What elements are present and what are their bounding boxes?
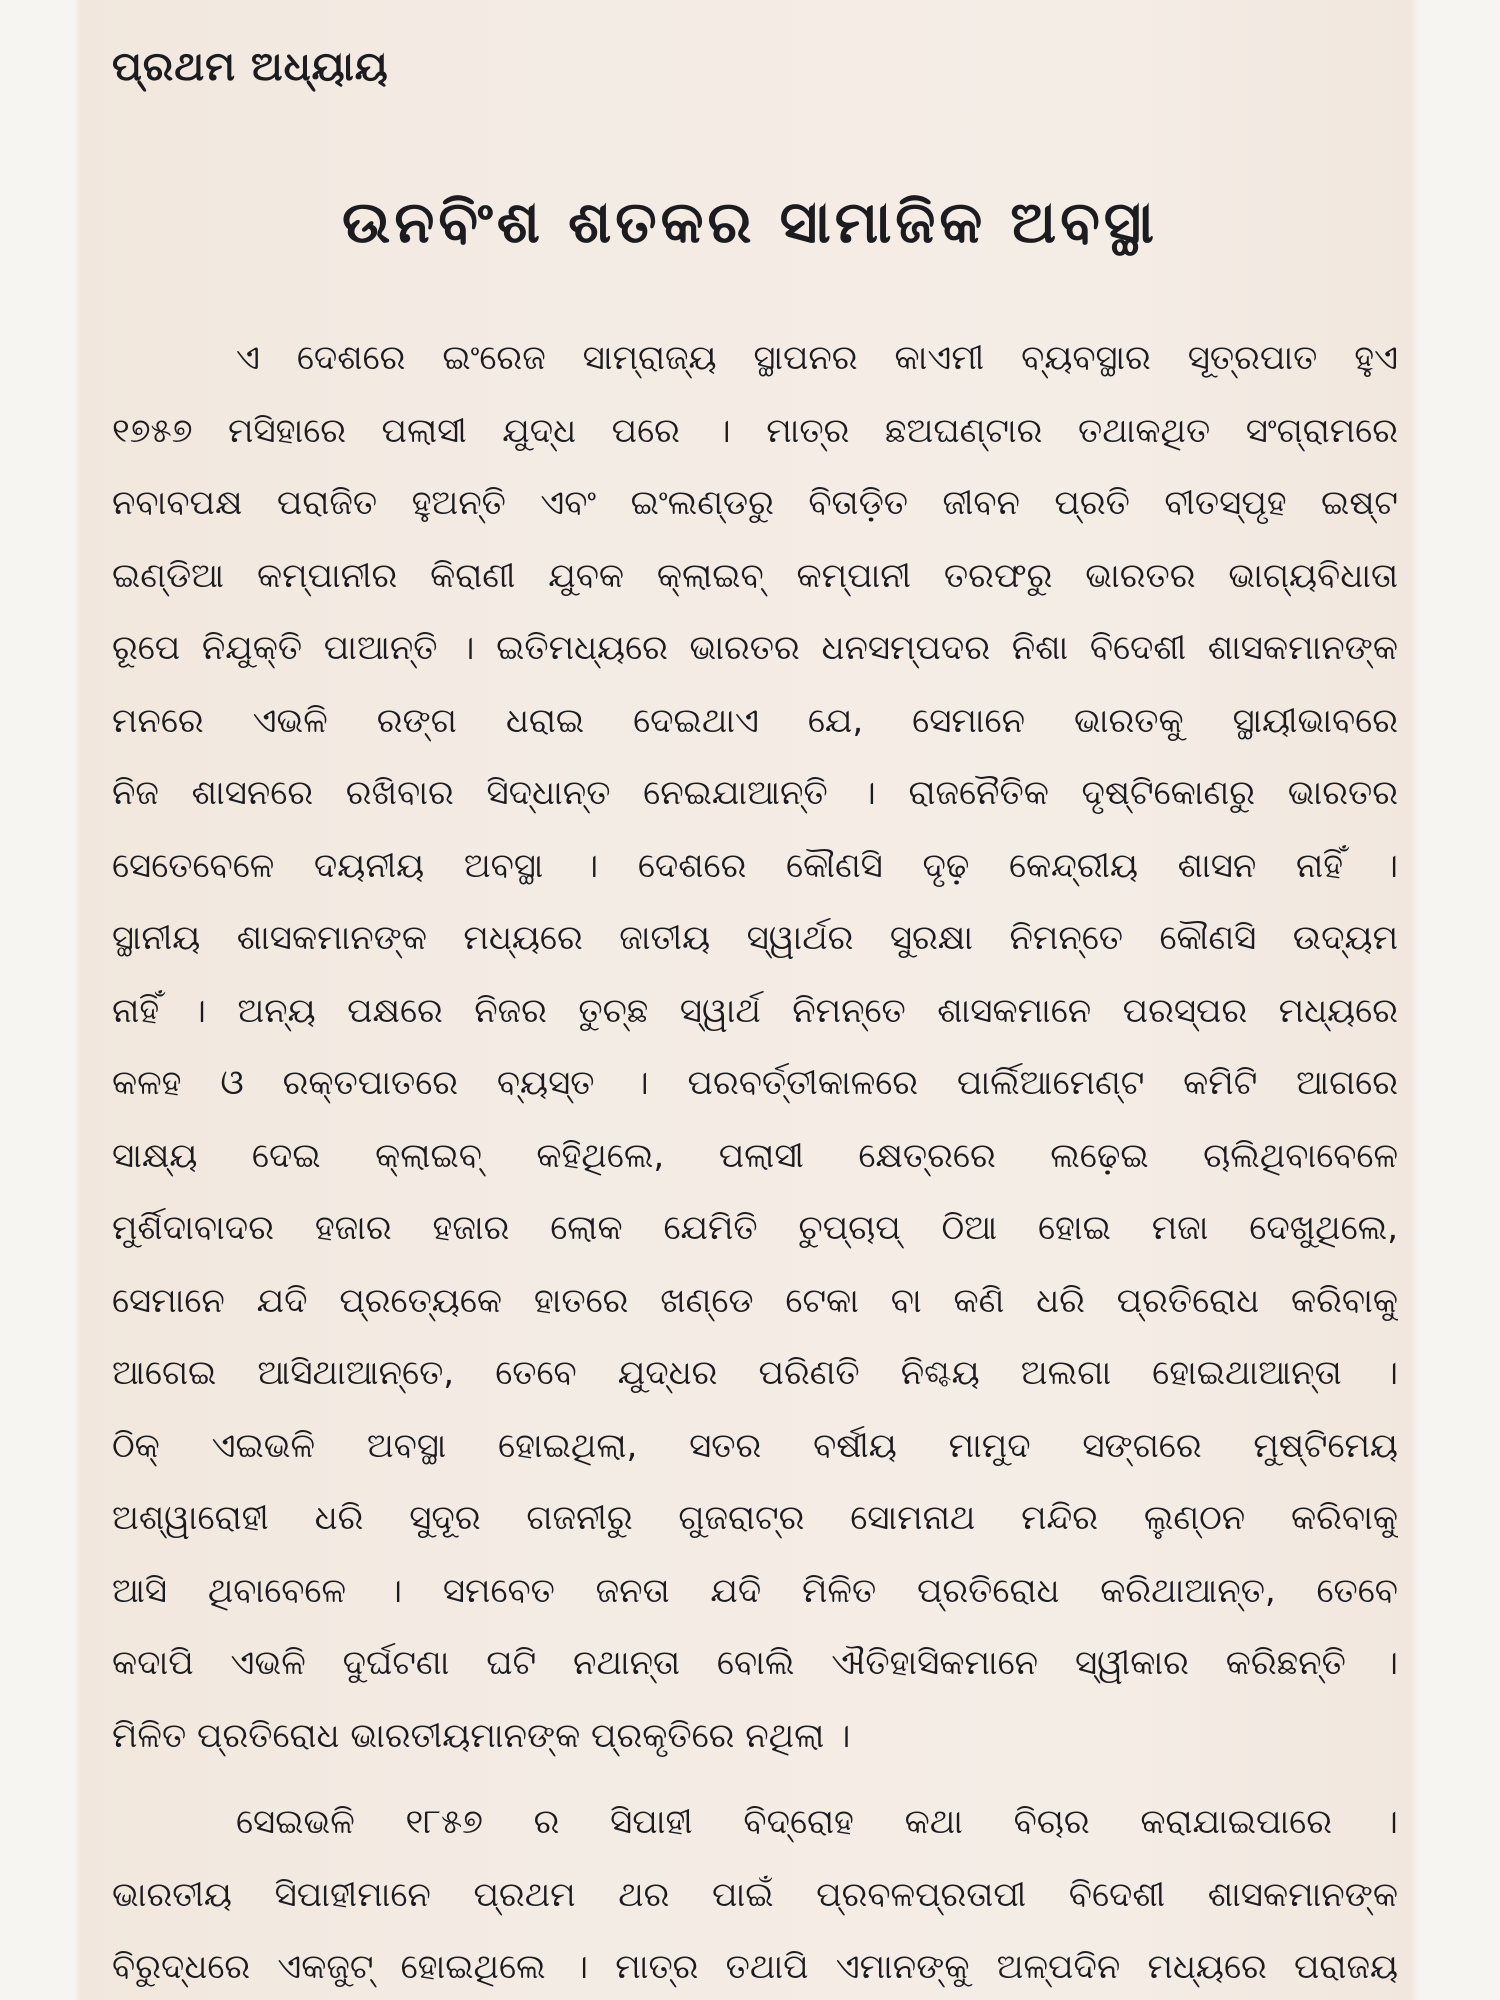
text-line: ନାହିଁ । ଅନ୍ୟ ପକ୍ଷରେ ନିଜର ତୁଚ୍ଛ ସ୍ୱାର୍ଥ ନିମନ୍ତେ ଶାସକମାନେ ପରସ୍ପର ମଧ୍ୟରେ xyxy=(112,990,1398,1031)
text-line: ମନରେ ଏଭଳି ରଙ୍ଗ ଧରାଇ ଦେଇଥାଏ ଯେ, ସେମାନେ ଭାରତକୁ ସ୍ଥାୟୀଭାବରେ xyxy=(112,700,1398,741)
paragraph-gap xyxy=(112,1772,1398,1786)
text-line: କଳହ ଓ ରକ୍ତପାତରେ ବ୍ୟସ୍ତ । ପରବର୍ତ୍ତୀକାଳରେ ପାର୍ଲିଆମେଣ୍ଟ କମିଟି ଆଗରେ xyxy=(112,1063,1398,1103)
text-line: ଏ ଦେଶରେ ଇଂରେଜ ସାମ୍ରାଜ୍ୟ ସ୍ଥାପନର କାଏମୀ ବ୍ୟବସ୍ଥାର ସୂତ୍ରପାତ ହୁଏ xyxy=(236,338,1398,378)
text-line: ସେତେବେଳେ ଦୟନୀୟ ଅବସ୍ଥା । ଦେଶରେ କୌଣସି ଦୃଢ଼ କେନ୍ଦ୍ରୀୟ ଶାସନ ନାହିଁ । xyxy=(112,845,1398,886)
text-line: ଅଶ୍ୱାରୋହୀ ଧରି ସୁଦୂର ଗଜନୀରୁ ଗୁଜରାଟ୍‌ର ସୋମନାଥ ମନ୍ଦିର ଲୁଣ୍ଠନ କରିବାକୁ xyxy=(112,1498,1398,1538)
text-line: ମିଳିତ ପ୍ରତିରୋଧ ଭାରତୀୟମାନଙ୍କ ପ୍ରକୃତିରେ ନଥିଲା । xyxy=(112,1715,851,1756)
text-line: ସେମାନେ ଯଦି ପ୍ରତ୍ୟେକେ ହାତରେ ଖଣ୍ଡେ ଟେକା ବା କଣି ଧରି ପ୍ରତିରୋଧ କରିବାକୁ xyxy=(112,1280,1398,1321)
text-line: ମୁର୍ଶିଦାବାଦର ହଜାର ହଜାର ଲୋକ ଯେମିତି ଚୁପ୍‌ଚାପ୍ ଠିଆ ହୋଇ ମଜା ଦେଖୁଥିଲେ, xyxy=(112,1208,1398,1248)
body-text xyxy=(112,322,1398,2000)
text-line: ଭାରତୀୟ ସିପାହୀମାନେ ପ୍ରଥମ ଥର ପାଇଁ ପ୍ରବଳପ୍ରତାପୀ ବିଦେଶୀ ଶାସକମାନଙ୍କ xyxy=(112,1874,1398,1915)
text-line: ନିଜ ଶାସନରେ ରଖିବାର ସିଦ୍ଧାନ୍ତ ନେଇଯାଆନ୍ତି । ରାଜନୈତିକ ଦୃଷ୍ଟିକୋଣରୁ ଭାରତର xyxy=(112,773,1398,813)
chapter-heading: ପ୍ରଥମ ଅଧ୍ୟାୟ xyxy=(112,44,389,90)
text-line: ଠିକ୍ ଏଇଭଳି ଅବସ୍ଥା ହୋଇଥିଲା, ସତର ବର୍ଷୀୟ ମାମୁଦ ସଙ୍ଗରେ ମୁଷ୍ଟିମେୟ xyxy=(112,1425,1398,1466)
text-line: ନବାବପକ୍ଷ ପରାଜିତ ହୁଅନ୍ତି ଏବଂ ଇଂଲଣ୍ଡରୁ ବିତାଡ଼ିତ ଜୀବନ ପ୍ରତି ବୀତସ୍ପୃହ ଇଷ୍ଟ xyxy=(112,483,1398,523)
text-line: ସାକ୍ଷ୍ୟ ଦେଇ କ୍ଲାଇବ୍ କହିଥିଲେ, ପଲାସୀ କ୍ଷେତ୍ରରେ ଲଢ଼େଇ ଚାଲିଥିବାବେଳେ xyxy=(112,1135,1398,1176)
text-line: ସେଇଭଳି ୧୮୫୭ ର ସିପାହୀ ବିଦ୍ରୋହ କଥା ବିଚାର କରାଯାଇପାରେ । xyxy=(236,1802,1398,1842)
text-line: ଇଣ୍ଡିଆ କମ୍ପାନୀର କିରାଣୀ ଯୁବକ କ୍ଲାଇବ୍ କମ୍ପାନୀ ତରଫରୁ ଭାରତର ଭାଗ୍ୟବିଧାତା xyxy=(112,555,1398,596)
text-line: ସ୍ଥାନୀୟ ଶାସକମାନଙ୍କ ମଧ୍ୟରେ ଜାତୀୟ ସ୍ୱାର୍ଥର ସୁରକ୍ଷା ନିମନ୍ତେ କୌଣସି ଉଦ୍ୟମ xyxy=(112,918,1398,958)
text-line: ଆଗେଇ ଆସିଥାଆନ୍ତେ, ତେବେ ଯୁଦ୍ଧର ପରିଣତି ନିଶ୍ଚୟ ଅଲଗା ହୋଇଥାଆନ୍ତା । xyxy=(112,1353,1398,1393)
text-line: ଆସି ଥିବାବେଳେ । ସମବେତ ଜନତା ଯଦି ମିଳିତ ପ୍ରତିରୋଧ କରିଥାଆନ୍ତ, ତେବେ xyxy=(112,1570,1398,1611)
text-line: ରୂପେ ନିଯୁକ୍ତି ପାଆନ୍ତି । ଇତିମଧ୍ୟରେ ଭାରତର ଧନସମ୍ପଦର ନିଶା ବିଦେଶୀ ଶାସକମାନଙ୍କ xyxy=(112,628,1398,668)
text-line: କଦାପି ଏଭଳି ଦୁର୍ଘଟଣା ଘଟି ନଥାନ୍ତା ବୋଲି ଐତିହାସିକମାନେ ସ୍ୱୀକାର କରିଛନ୍ତି । xyxy=(112,1643,1398,1683)
page-title: ଉନବିଂଶ ଶତକର ସାମାଜିକ ଅବସ୍ଥା xyxy=(342,188,1158,256)
text-line: ୧୭୫୭ ମସିହାରେ ପଲାସୀ ଯୁଦ୍ଧ ପରେ । ମାତ୍ର ଛଅଘଣ୍ଟାର ତଥାକଥିତ ସଂଗ୍ରାମରେ xyxy=(112,410,1398,451)
text-line: ବିରୁଦ୍ଧରେ ଏକଜୁଟ୍ ହୋଇଥିଲେ । ମାତ୍ର ତଥାପି ଏମାନଙ୍କୁ ଅଳ୍ପଦିନ ମଧ୍ୟରେ ପରାଜୟ xyxy=(112,1947,1398,1987)
